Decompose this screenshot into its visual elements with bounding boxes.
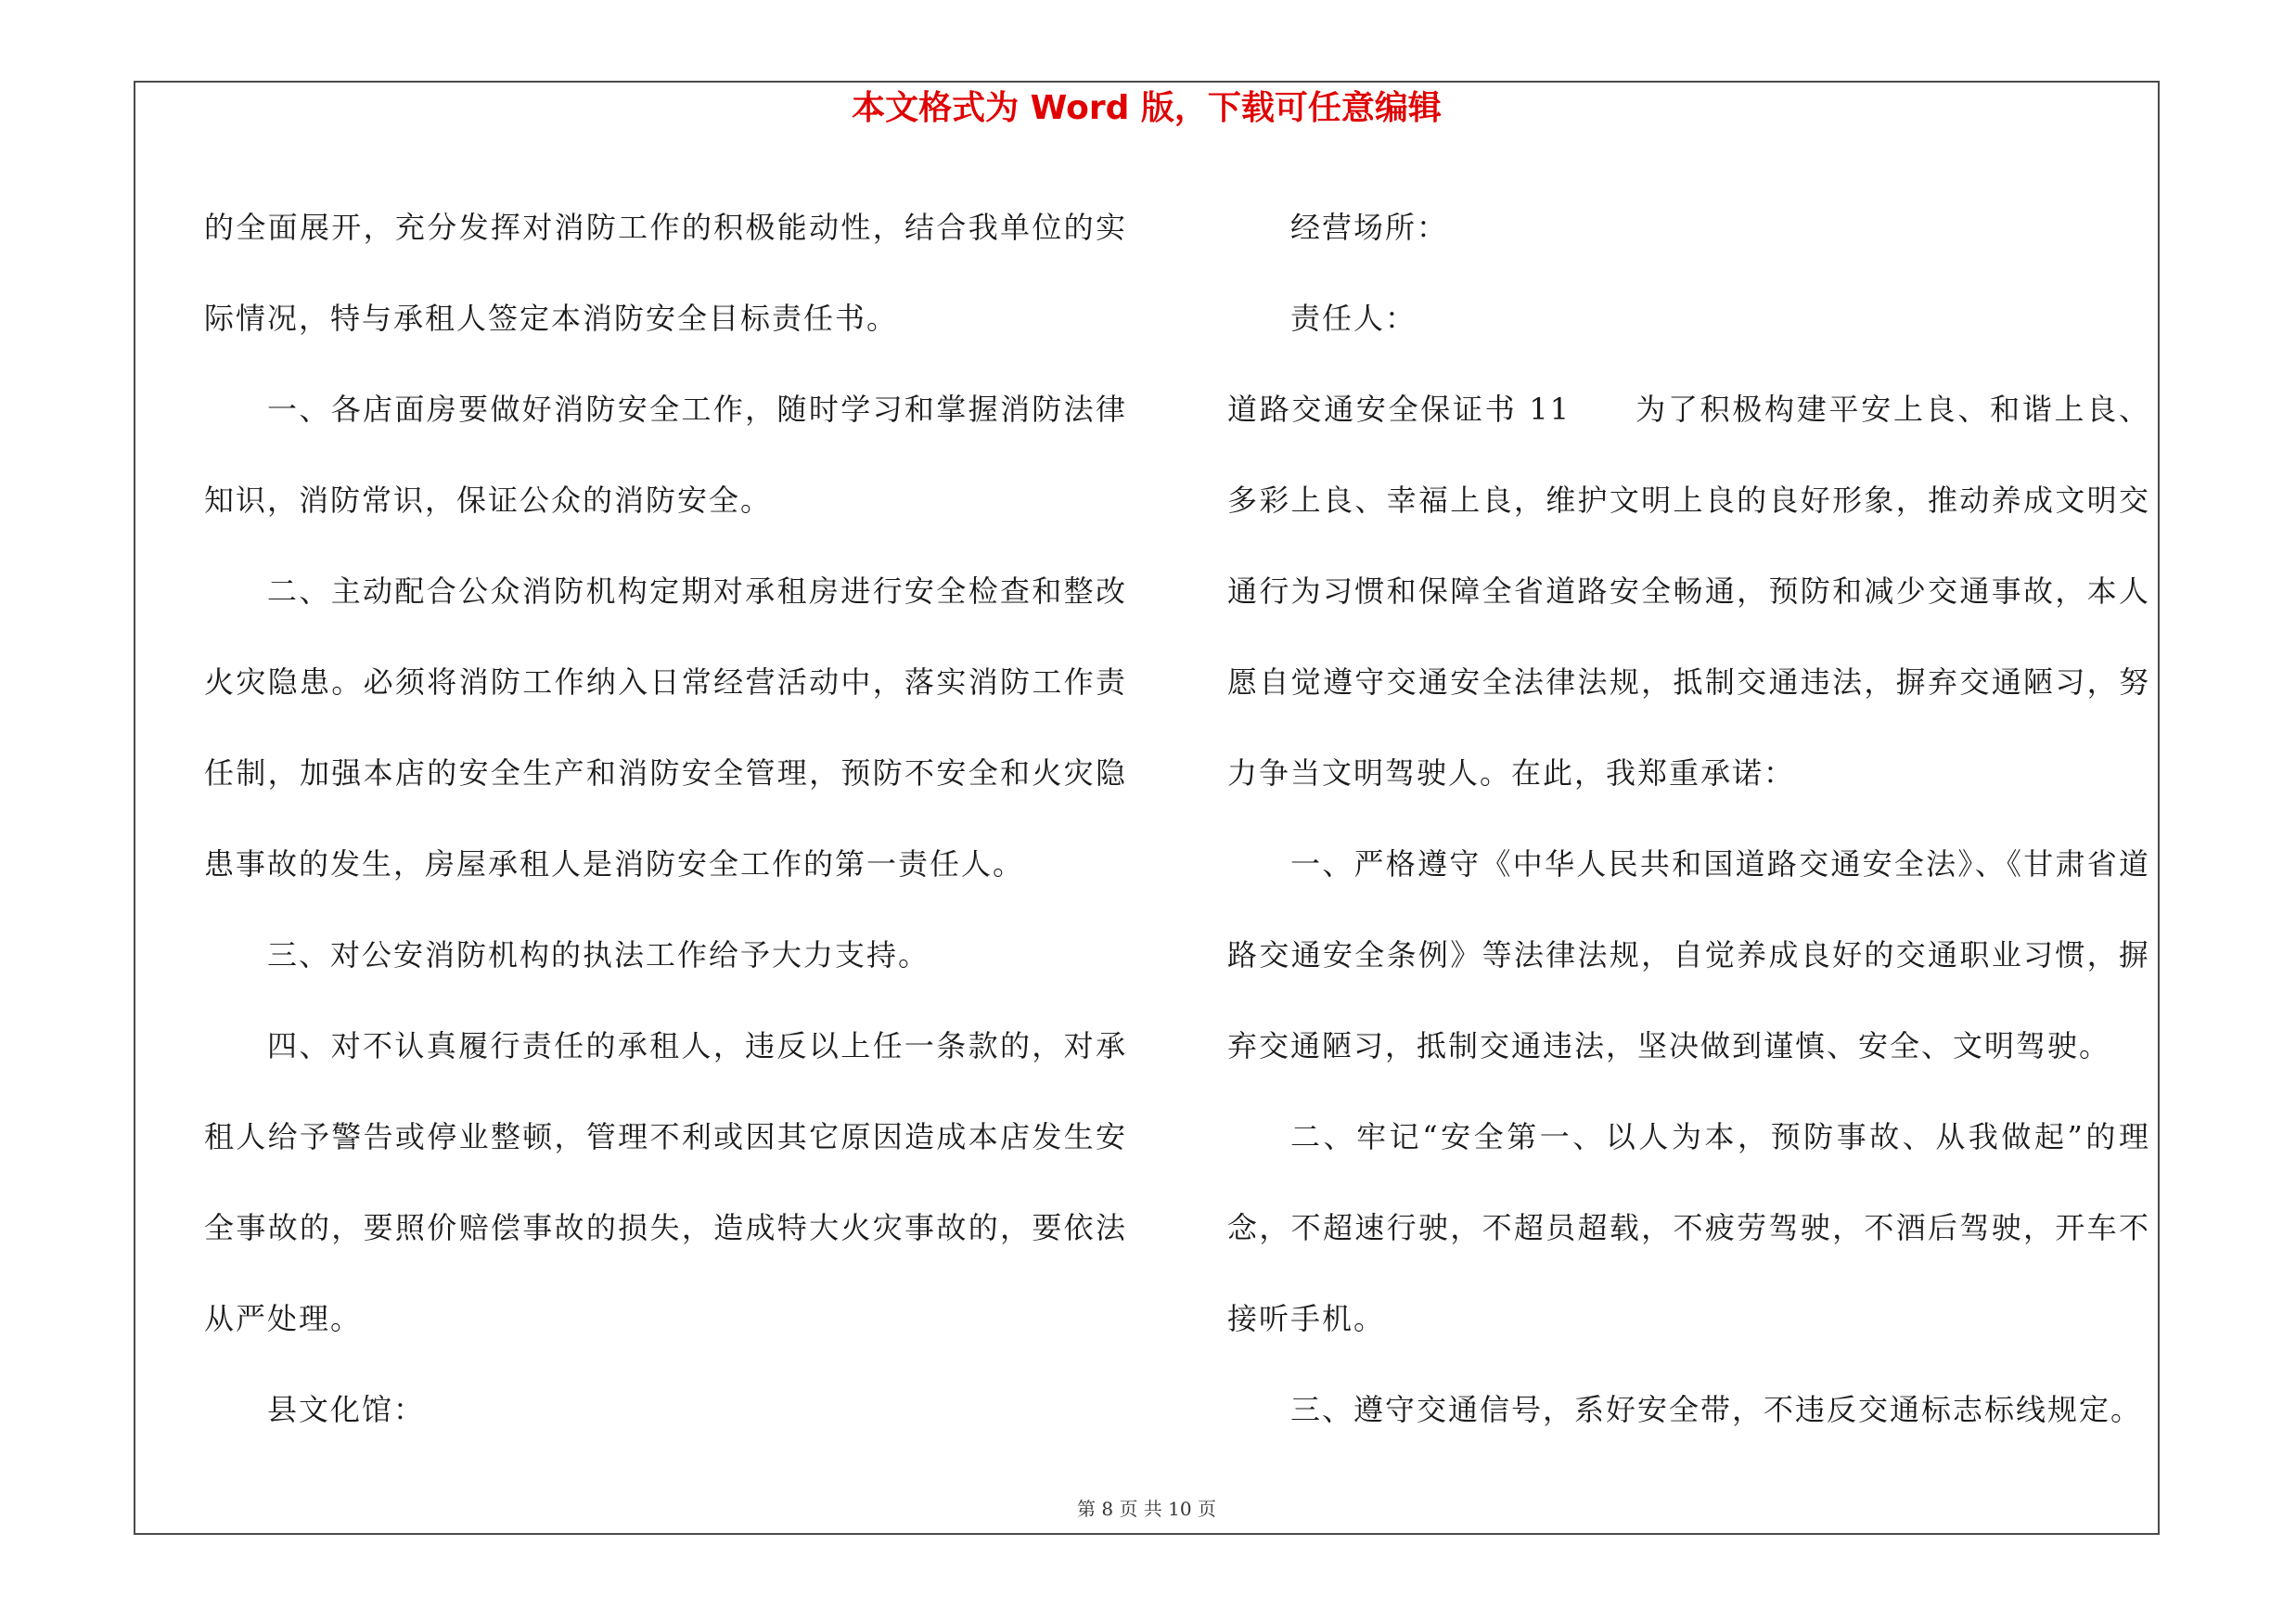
left-paragraph-item-1: 一、各店面房要做好消防安全工作，随时学习和掌握消防法律知识，消防常识，保证公众的消防安全。 <box>204 392 1127 518</box>
right-paragraph-item-1: 一、严格遵守《中华人民共和国道路交通安全法》、《甘肃省道路交通安全条例》等法律法规，自觉养成良好的交通职业习惯，摒弃交通陋习，抵制交通违法，坚决做到谨慎、安全、文明驾驶。 <box>1227 846 2150 1063</box>
right-paragraph-pledge-intro: 道路交通安全保证书 11 为了积极构建平安上良、和谐上良、多彩上良、幸福上良，维护文明上良的良好形象，推动养成文明交通行为习惯和保障全省道路安全畅通，预防和减少交通事故，本人愿自觉遵守交通安全法律法规，抵制交通违法，摒弃交通陋习，努力争当文明驾驶人。在此，我郑重承诺： <box>1227 392 2150 791</box>
left-paragraph-item-4: 四、对不认真履行责任的承租人，违反以上任一条款的，对承租人给予警告或停业整顿，管理不利或因其它原因造成本店发生安全事故的，要照价赔偿事故的损失，造成特大火灾事故的，要依法从严处理。 <box>204 1028 1127 1336</box>
word-format-banner: 本文格式为 Word 版，下载可任意编辑 <box>852 89 1442 127</box>
right-paragraph-item-2: 二、牢记“安全第一、以人为本，预防事故、从我做起”的理念，不超速行驶，不超员超载，不疲劳驾驶，不酒后驾驶，开车不接听手机。 <box>1227 1119 2150 1336</box>
right-paragraph-responsible: 责任人： <box>1290 301 1417 336</box>
page-number: 第 8 页 共 10 页 <box>1077 1498 1216 1520</box>
right-paragraph-item-3: 三、遵守交通信号，系好安全带，不违反交通标志标线规定。 <box>1290 1392 2143 1427</box>
left-paragraph-item-3: 三、对公安消防机构的执法工作给予大力支持。 <box>267 937 930 973</box>
left-column <box>204 182 1127 1455</box>
left-paragraph-item-2: 二、主动配合公众消防机构定期对承租房进行安全检查和整改火灾隐患。必须将消防工作纳入日常经营活动中，落实消防工作责任制，加强本店的安全生产和消防安全管理，预防不安全和火灾隐患事故的发生，房屋承租人是消防安全工作的第一责任人。 <box>204 573 1127 882</box>
right-column <box>1227 182 2150 1455</box>
right-paragraph-venue: 经营场所： <box>1290 210 1449 245</box>
left-paragraph-intro: 的全面展开，充分发挥对消防工作的积极能动性，结合我单位的实际情况，特与承租人签定本消防安全目标责任书。 <box>204 210 1127 336</box>
left-paragraph-signature: 县文化馆： <box>267 1392 426 1427</box>
